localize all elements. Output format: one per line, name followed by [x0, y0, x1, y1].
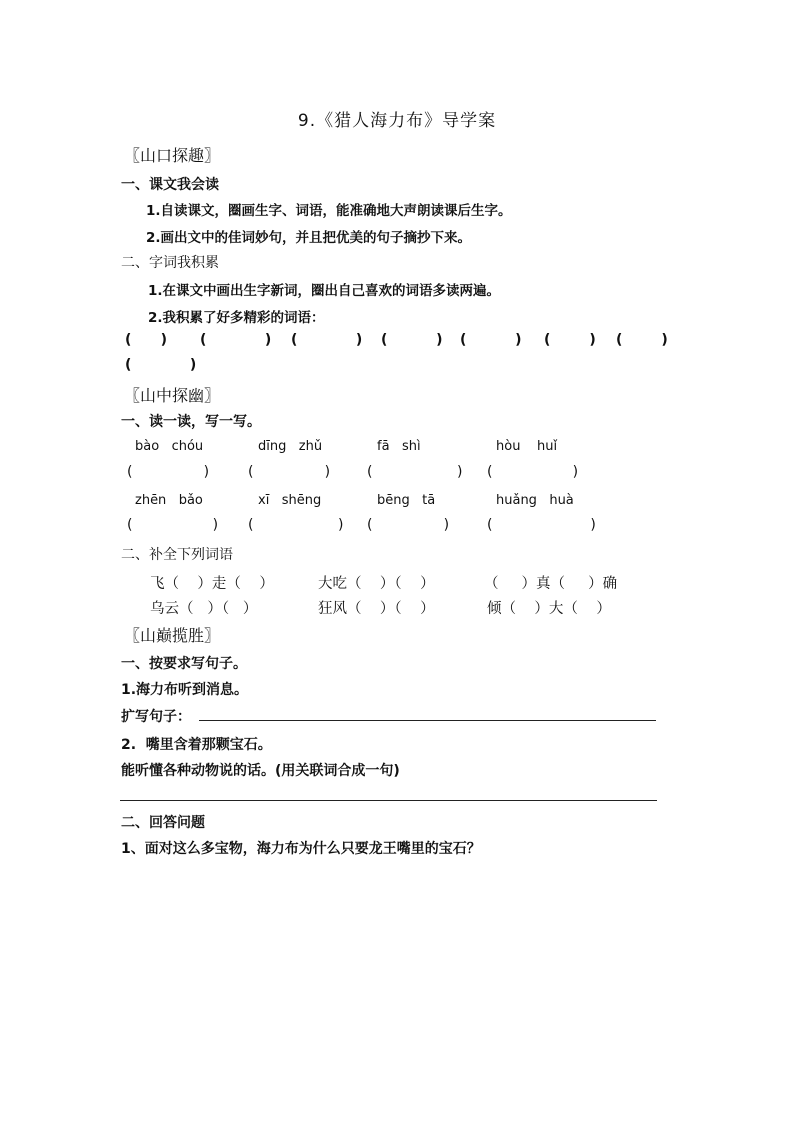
- pinyin-xisheng: xī shēng: [258, 493, 322, 508]
- vocab-blank[interactable]: ( ): [381, 332, 443, 348]
- vocab-blank[interactable]: ( ): [460, 332, 522, 348]
- answer-blank[interactable]: ( ): [127, 517, 219, 533]
- idiom-fill[interactable]: 飞（ ）走（ ）: [150, 576, 274, 592]
- vocab-blank[interactable]: ( ): [544, 332, 596, 348]
- pinyin-huanghua: huǎng huà: [496, 493, 574, 508]
- heading-write-sentences: 一、按要求写句子。: [121, 656, 247, 672]
- idiom-fill[interactable]: （ ）真（ ）确: [484, 576, 618, 592]
- expand-sentence-prompt: 扩写句子：: [121, 709, 191, 725]
- vocab-blank[interactable]: ( ): [291, 332, 363, 348]
- answer-blank[interactable]: ( ): [367, 517, 450, 533]
- vocab-blank[interactable]: ( ): [125, 357, 197, 373]
- pinyin-zhenbao: zhēn bǎo: [135, 493, 203, 508]
- section-label-shankou: 〖山口探趣〗: [124, 146, 221, 165]
- expand-sentence-answer-line[interactable]: [199, 720, 656, 721]
- idiom-fill[interactable]: 大吃（ ）（ ）: [318, 576, 435, 592]
- idiom-fill[interactable]: 狂风（ ）（ ）: [318, 601, 435, 617]
- question-1-sentence: 1.海力布听到消息。: [121, 682, 249, 698]
- pinyin-baochou: bào chóu: [135, 439, 204, 454]
- pinyin-bengta: bēng tā: [377, 493, 436, 508]
- vocab-blank[interactable]: ( ): [125, 332, 168, 348]
- pinyin-houhui: hòu huǐ: [496, 439, 558, 454]
- heading-complete-words: 二、补全下列词语: [121, 547, 233, 563]
- section-label-shandian: 〖山巅揽胜〗: [124, 626, 221, 645]
- section-label-shanzhong: 〖山中探幽〗: [124, 386, 221, 405]
- item-read-2: 2.画出文中的佳词妙句，并且把优美的句子摘抄下来。: [146, 230, 472, 246]
- answer-blank[interactable]: ( ): [127, 464, 210, 480]
- item-vocab-2: 2.我积累了好多精彩的词语：: [148, 310, 325, 326]
- combine-sentence-instruction: 能听懂各种动物说的话。(用关联词合成一句): [121, 763, 400, 779]
- page-title: 9.《猎人海力布》导学案: [297, 111, 497, 131]
- heading-answer-questions: 二、回答问题: [121, 815, 205, 831]
- combine-sentence-answer-line[interactable]: [120, 800, 657, 801]
- pinyin-fashi: fā shì: [377, 439, 421, 454]
- pinyin-dingzhu: dīng zhǔ: [258, 439, 323, 454]
- answer-blank[interactable]: ( ): [487, 517, 596, 533]
- answer-blank[interactable]: ( ): [487, 464, 579, 480]
- question-treasure: 1、面对这么多宝物，海力布为什么只要龙王嘴里的宝石？: [121, 841, 481, 857]
- answer-blank[interactable]: ( ): [248, 464, 331, 480]
- idiom-fill[interactable]: 倾（ ）大（ ）: [487, 601, 611, 617]
- heading-read-text: 一、课文我会读: [121, 177, 219, 193]
- answer-blank[interactable]: ( ): [367, 464, 463, 480]
- idiom-fill[interactable]: 乌云（ ）（ ）: [150, 601, 258, 617]
- question-2-sentence: 2. 嘴里含着那颗宝石。: [121, 737, 272, 753]
- item-read-1: 1.自读课文，圈画生字、词语，能准确地大声朗读课后生字。: [146, 203, 512, 219]
- item-vocab-1: 1.在课文中画出生字新词，圈出自己喜欢的词语多读两遍。: [148, 283, 501, 299]
- heading-read-write: 一、读一读，写一写。: [121, 414, 261, 430]
- vocab-blank[interactable]: ( ): [616, 332, 668, 348]
- vocab-blank[interactable]: ( ): [200, 332, 272, 348]
- heading-vocab: 二、字词我积累: [121, 255, 219, 271]
- answer-blank[interactable]: ( ): [248, 517, 344, 533]
